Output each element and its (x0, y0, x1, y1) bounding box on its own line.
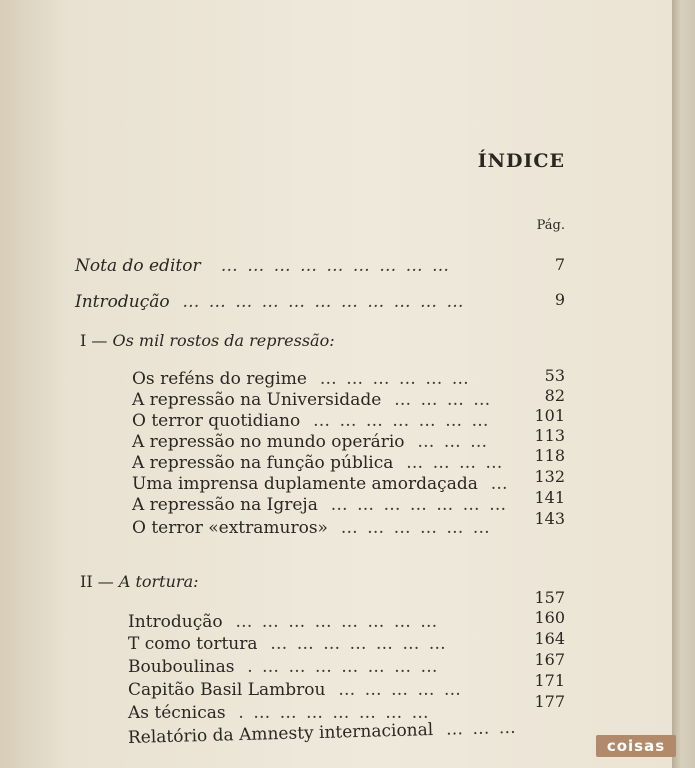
toc-entry (128, 634, 448, 654)
toc-page: 167 (534, 650, 565, 669)
toc-page: 141 (534, 488, 565, 507)
toc-entry (128, 703, 431, 723)
toc-entry (132, 474, 510, 494)
leader-dots: … … … … … … … … … (205, 256, 452, 276)
leader-dots: … … … … … … … (262, 634, 448, 654)
toc-label: T como tortura (128, 634, 258, 654)
section-heading-2 (80, 572, 199, 591)
section-number: II — (80, 572, 114, 591)
toc-entry (128, 657, 439, 677)
toc-label: A repressão na Igreja (132, 495, 318, 515)
toc-page: 101 (534, 406, 565, 425)
leader-dots: … … … … … … (312, 369, 471, 389)
toc-entry (132, 432, 489, 452)
leader-dots: … … … … … … … … (228, 612, 440, 632)
toc-page: 7 (554, 255, 565, 274)
toc-entry (132, 495, 508, 515)
leader-dots: … … … … (386, 390, 493, 410)
toc-page: 53 (544, 366, 565, 385)
toc-entry-introducao (75, 292, 465, 312)
toc-entry (132, 369, 471, 389)
leader-dots: … … … … … … … (323, 495, 509, 515)
section-title: Os mil rostos da repressão: (112, 331, 335, 350)
leader-dots: … … … … … … … (305, 411, 491, 431)
leader-dots: … … … … (398, 453, 505, 473)
toc-label: Uma imprensa duplamente amordaçada (132, 474, 478, 494)
toc-label: O terror «extramuros» (132, 518, 328, 538)
toc-label: Nota do editor (75, 256, 201, 276)
toc-entry (132, 518, 492, 538)
toc-entry (132, 390, 492, 410)
toc-label: Relatório da Amnesty internacional (127, 720, 434, 748)
toc-label: A repressão na função pública (132, 453, 394, 473)
page-edge (672, 0, 695, 768)
leader-dots: … … … … … … (333, 518, 492, 538)
leader-dots: . … … … … … … … (231, 703, 431, 723)
section-number: I — (80, 331, 108, 350)
toc-label: Introdução (75, 292, 170, 312)
toc-label: Os reféns do regime (132, 369, 307, 389)
watermark-logo: coisas (596, 735, 676, 757)
toc-page: 132 (534, 467, 565, 486)
toc-page: 143 (534, 509, 565, 528)
toc-page: 118 (534, 446, 565, 465)
toc-label: As técnicas (128, 703, 226, 723)
index-title: ÍNDICE (477, 150, 565, 172)
toc-page: 164 (534, 629, 565, 648)
toc-page: 171 (534, 671, 565, 690)
toc-page: 160 (534, 608, 565, 627)
leader-dots: … (483, 474, 510, 494)
toc-label: Introdução (128, 612, 223, 632)
toc-page: 157 (534, 588, 565, 607)
leader-dots: … … … … … … … … … … … (175, 292, 466, 312)
leader-dots: … … … (409, 432, 490, 452)
toc-entry (132, 453, 504, 473)
toc-page: 82 (544, 386, 565, 405)
leader-dots: . … … … … … … … (239, 657, 440, 677)
toc-entry-nota (75, 256, 451, 276)
toc-label: A repressão no mundo operário (132, 432, 405, 452)
section-heading-1 (80, 331, 335, 350)
toc-entry (132, 411, 490, 431)
toc-label: A repressão na Universidade (132, 390, 382, 410)
toc-page: 177 (534, 692, 565, 711)
section-title: A tortura: (118, 572, 199, 591)
page-column-header: Pág. (536, 218, 565, 233)
leader-dots: … … … … … (330, 680, 463, 700)
toc-entry (128, 680, 463, 700)
toc-label: Capitão Basil Lambrou (128, 680, 326, 700)
toc-entry (128, 612, 439, 632)
toc-label: Bouboulinas (128, 657, 235, 677)
toc-label: O terror quotidiano (132, 411, 301, 431)
toc-page: 113 (534, 426, 565, 445)
toc-page: 9 (554, 290, 565, 309)
leader-dots: … … … (438, 717, 519, 740)
